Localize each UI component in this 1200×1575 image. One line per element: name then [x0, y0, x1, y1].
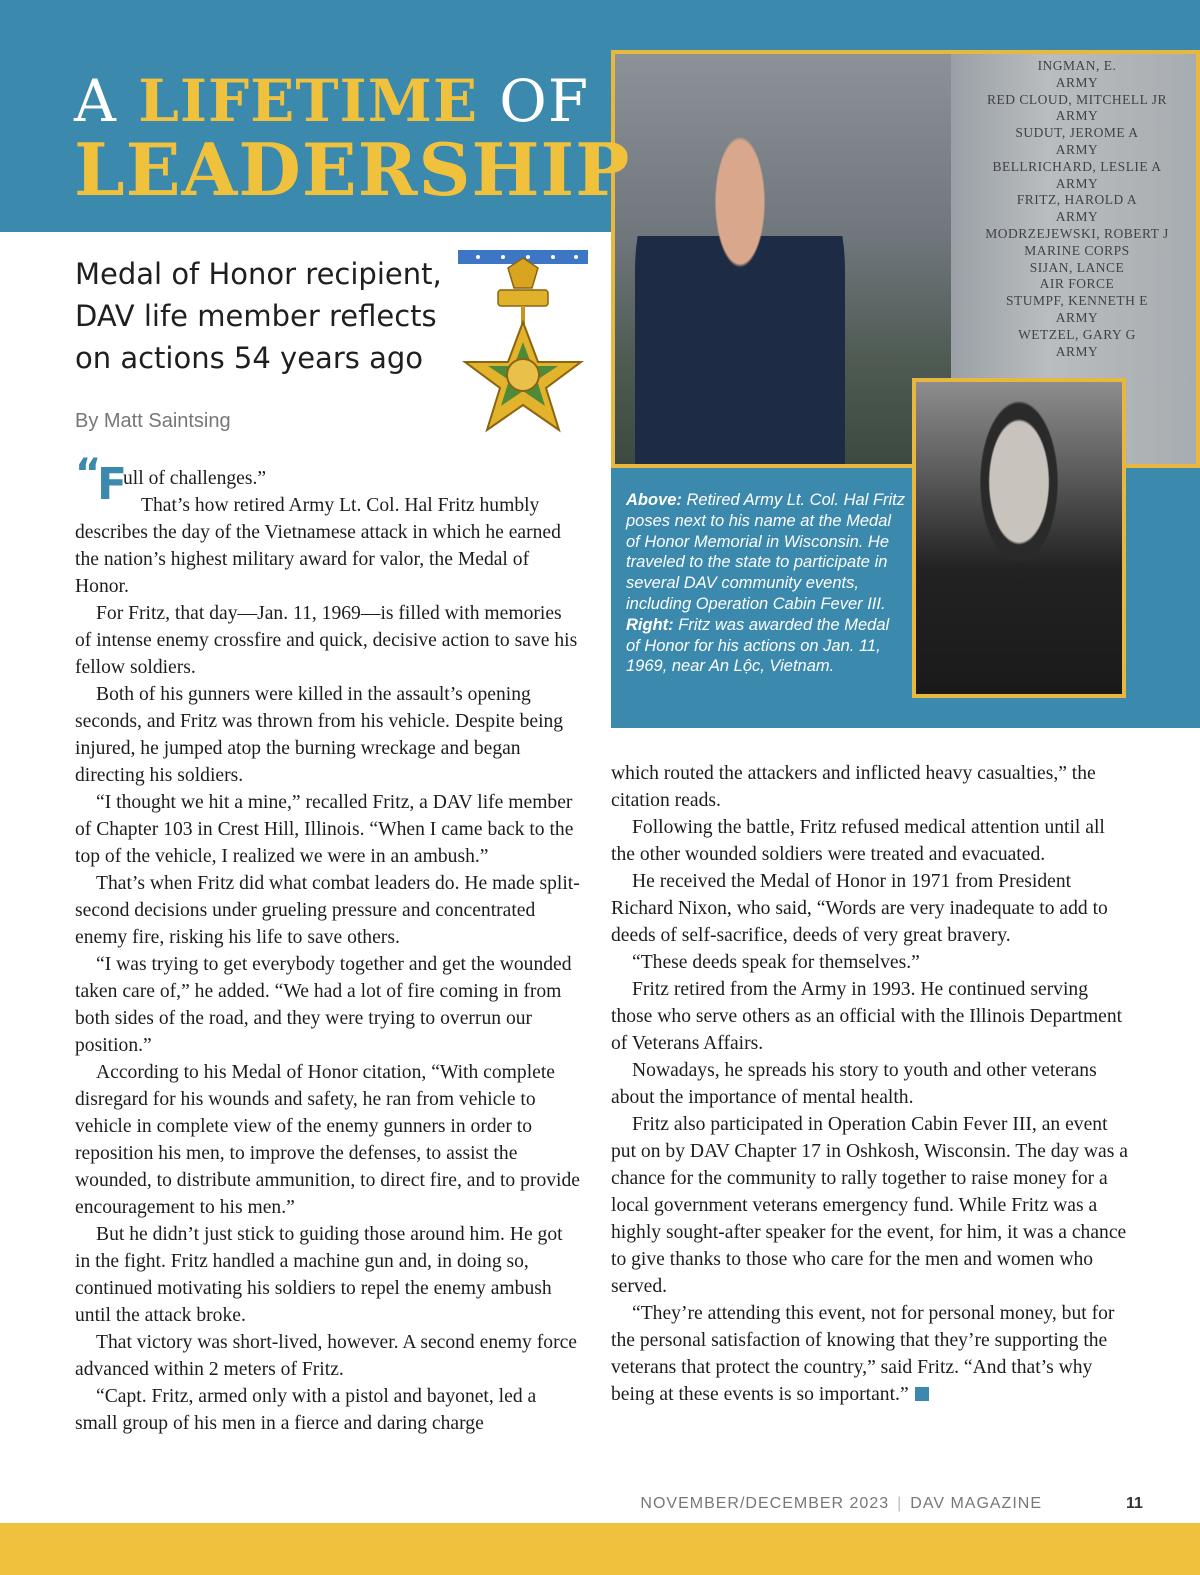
final-paragraph: [611, 1300, 1131, 1408]
byline: By Matt Saintsing: [75, 410, 231, 432]
article-paragraph: Nowadays, he spreads his story to youth and other veterans about the importance of mental health.: [611, 1060, 1097, 1108]
article-paragraph: Fritz also participated in Operation Cabin Fever III, an event put on by DAV Chapter 17 in Oshkosh, Wisconsin. The day was a chance for the community to rally together to raise money for a local government veterans emergency fund. While Fritz was a highly sought-after speaker for the event, for him, it was a chance to give thanks to those who care for the men and women who served.: [611, 1114, 1128, 1297]
footer-issue: NOVEMBER/DECEMBER 2023: [640, 1495, 890, 1512]
article-paragraph: Following the battle, Fritz refused medical attention until all the other wounded soldiers were treated and evacuated.: [611, 817, 1105, 865]
person-figure: [635, 134, 845, 468]
end-mark-icon: [915, 1387, 929, 1401]
caption-right-label: Right:: [626, 615, 674, 634]
article-column-left: [75, 451, 580, 1437]
footer-magazine: DAV MAGAZINE: [910, 1495, 1042, 1512]
lead-rest: ull of challenges.”: [123, 468, 267, 489]
article-paragraph: For Fritz, that day—Jan. 11, 1969—is filled with memories of intense enemy crossfire and quick, decisive action to save his fellow soldiers.: [75, 603, 578, 678]
dropcap-quote: “: [75, 451, 102, 497]
article-paragraph: That’s when Fritz did what combat leaders do. He made split-second decisions under grueling pressure and concentrated enemy fire, risking his life to save others.: [75, 873, 580, 948]
article-paragraph: But he didn’t just stick to guiding those around him. He got in the fight. Fritz handled a machine gun and, in doing so, continued motivating his soldiers to repel the enemy ambush until the attack broke.: [75, 1224, 563, 1326]
memorial-names: INGMAN, E. ARMY RED CLOUD, MITCHELL JR ARMY SUDUT, JEROME A ARMY BELLRICHARD, LESLIE A ARMY FRITZ, HAROLD A ARMY MODRZEJEWSKI, ROBERT J MARINE CORPS SIJAN, LANCE AIR FORCE STUMPF, KENNETH E ARMY WETZEL, GARY G ARMY: [985, 58, 1169, 359]
page-number: 11: [1126, 1495, 1143, 1512]
portrait-photo: [912, 378, 1126, 698]
article-paragraph: Fritz retired from the Army in 1993. He continued serving those who serve others as an official with the Illinois Department of Veterans Affairs.: [611, 979, 1123, 1054]
article-paragraph: “I thought we hit a mine,” recalled Fritz, a DAV life member of Chapter 103 in Crest Hill, Illinois. “When I came back to the top of the vehicle, I realized we were in an ambush.”: [75, 792, 574, 867]
footer-separator: |: [897, 1495, 903, 1512]
article-paragraph: According to his Medal of Honor citation, “With complete disregard for his wounds and safety, he ran from vehicle to vehicle in complete view of the enemy gunners in order to reposition his men, to improve the defenses, to assist the wounded, to distribute ammunition, to direct fire, and to provide encouragement to his men.”: [75, 1062, 580, 1218]
title-word-a: A: [74, 67, 117, 135]
footer-bar: [0, 1523, 1200, 1575]
title-word-of: OF: [499, 67, 590, 135]
article-subtitle: Medal of Honor recipient, DAV life member reflects on actions 54 years ago: [75, 257, 442, 375]
article-paragraph: That victory was short-lived, however. A second enemy force advanced within 2 meters of Fritz.: [75, 1332, 577, 1380]
dropcap-letter: F: [97, 459, 128, 510]
caption-right-text: Fritz was awarded the Medal of Honor for his actions on Jan. 11, 1969, near An Lộc, Vietnam.: [626, 615, 890, 676]
article-paragraph: “These deeds speak for themselves.”: [632, 952, 920, 973]
title-line-2: LEADERSHIP: [74, 127, 631, 212]
article-paragraph: Both of his gunners were killed in the assault’s opening seconds, and Fritz was thrown from his vehicle. Despite being injured, he jumped atop the burning wreckage and began directing his soldiers.: [75, 684, 564, 786]
article-column-right: [611, 760, 1131, 1408]
footer-issue-line: [640, 1495, 1042, 1513]
caption-above-label: Above:: [626, 491, 682, 509]
lead-paragraph: [75, 451, 580, 510]
article-paragraph: He received the Medal of Honor in 1971 from President Richard Nixon, who said, “Words are very inadequate to add to deeds of self-sacrifice, deeds of very great bravery.: [611, 871, 1108, 946]
final-text: “They’re attending this event, not for personal money, but for the personal satisfaction of knowing that they’re supporting the veterans that protect the country,” said Fritz. “And that’s why being at these events is so important.”: [611, 1303, 1115, 1405]
title-word-lifetime: LIFETIME: [138, 67, 479, 135]
article-paragraph: “I was trying to get everybody together and get the wounded taken care of,” he added. “We had a lot of fire coming in from both sides of the road, and they were trying to overrun our position.”: [75, 954, 572, 1056]
medal-of-honor-icon: [448, 250, 598, 470]
photo-caption: [626, 490, 906, 677]
article-title: [74, 67, 631, 212]
caption-above-text: Retired Army Lt. Col. Hal Fritz poses next to his name at the Medal of Honor Memorial in Wisconsin. He traveled to the state to participate in several DAV community events, including Operation Cabin Fever III.: [626, 491, 906, 613]
article-paragraph: which routed the attackers and inflicted heavy casualties,” the citation reads.: [611, 763, 1096, 811]
article-paragraph: “Capt. Fritz, armed only with a pistol and bayonet, led a small group of his men in a fierce and daring charge: [75, 1386, 537, 1434]
title-line-1: [74, 67, 630, 135]
article-paragraph: That’s how retired Army Lt. Col. Hal Fritz humbly describes the day of the Vietnamese attack in which he earned the nation’s highest military award for valor, the Medal of Honor.: [75, 495, 561, 597]
